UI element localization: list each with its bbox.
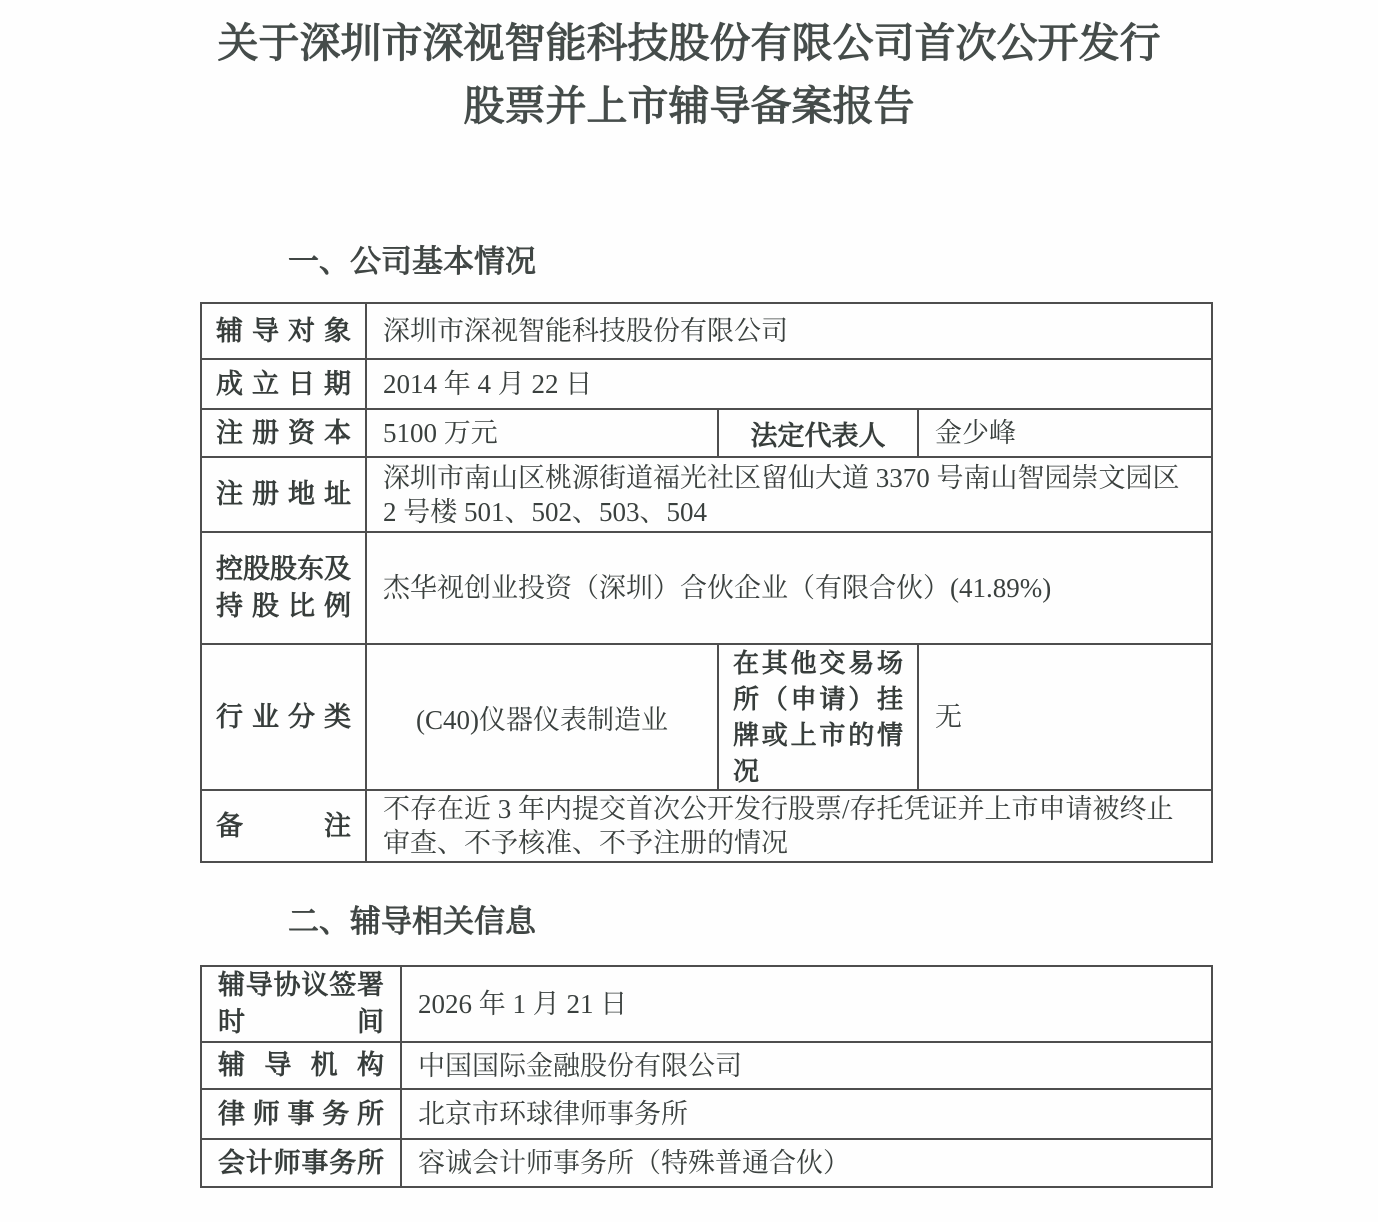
legal-representative-label: 法定代表人 bbox=[718, 409, 918, 457]
table-row bbox=[201, 532, 1212, 644]
document-title bbox=[0, 12, 1378, 138]
counseling-info-table bbox=[200, 965, 1213, 1188]
establishment-date-label: 成立日期 bbox=[201, 359, 366, 409]
table-row bbox=[201, 359, 1212, 409]
agreement-signing-date-label: 辅导协议签署时间 bbox=[201, 966, 401, 1042]
table-row bbox=[201, 1139, 1212, 1187]
other-market-listing-value: 无 bbox=[918, 644, 1212, 790]
other-market-listing-label: 在其他交易场所（申请）挂牌或上市的情况 bbox=[718, 644, 918, 790]
registered-address-label: 注册地址 bbox=[201, 457, 366, 532]
controlling-shareholder-label: 控股股东及持股比例 bbox=[201, 532, 366, 644]
company-info-table bbox=[200, 302, 1213, 863]
industry-classification-label: 行业分类 bbox=[201, 644, 366, 790]
controlling-shareholder-value: 杰华视创业投资（深圳）合伙企业（有限合伙）(41.89%) bbox=[366, 532, 1212, 644]
registered-capital-value: 5100 万元 bbox=[366, 409, 718, 457]
table-row bbox=[201, 644, 1212, 790]
remarks-value: 不存在近 3 年内提交首次公开发行股票/存托凭证并上市申请被终止审查、不予核准、不予注册的情况 bbox=[366, 790, 1212, 862]
table-row bbox=[201, 457, 1212, 532]
document-title-line1: 关于深圳市深视智能科技股份有限公司首次公开发行 bbox=[217, 20, 1161, 66]
section2-heading: 二、辅导相关信息 bbox=[288, 904, 536, 939]
accounting-firm-value: 容诚会计师事务所（特殊普通合伙） bbox=[401, 1139, 1212, 1187]
counseling-target-label: 辅导对象 bbox=[201, 303, 366, 359]
legal-representative-value: 金少峰 bbox=[918, 409, 1212, 457]
accounting-firm-label: 会计师事务所 bbox=[201, 1139, 401, 1187]
law-firm-label: 律师事务所 bbox=[201, 1089, 401, 1139]
table-row bbox=[201, 966, 1212, 1042]
counseling-target-value: 深圳市深视智能科技股份有限公司 bbox=[366, 303, 1212, 359]
table-row bbox=[201, 303, 1212, 359]
remarks-label: 备注 bbox=[201, 790, 366, 862]
registered-address-value: 深圳市南山区桃源街道福光社区留仙大道 3370 号南山智园崇文园区 2 号楼 501、502、503、504 bbox=[366, 457, 1212, 532]
registered-capital-label: 注册资本 bbox=[201, 409, 366, 457]
establishment-date-value: 2014 年 4 月 22 日 bbox=[366, 359, 1212, 409]
counseling-institution-label: 辅导机构 bbox=[201, 1042, 401, 1089]
document-title-line2: 股票并上市辅导备案报告 bbox=[463, 83, 915, 129]
industry-classification-value: (C40)仪器仪表制造业 bbox=[366, 644, 718, 790]
table-row bbox=[201, 1089, 1212, 1139]
counseling-institution-value: 中国国际金融股份有限公司 bbox=[401, 1042, 1212, 1089]
agreement-signing-date-value: 2026 年 1 月 21 日 bbox=[401, 966, 1212, 1042]
table-row bbox=[201, 1042, 1212, 1089]
section1-heading: 一、公司基本情况 bbox=[288, 244, 536, 279]
table-row bbox=[201, 790, 1212, 862]
law-firm-value: 北京市环球律师事务所 bbox=[401, 1089, 1212, 1139]
table-row bbox=[201, 409, 1212, 457]
